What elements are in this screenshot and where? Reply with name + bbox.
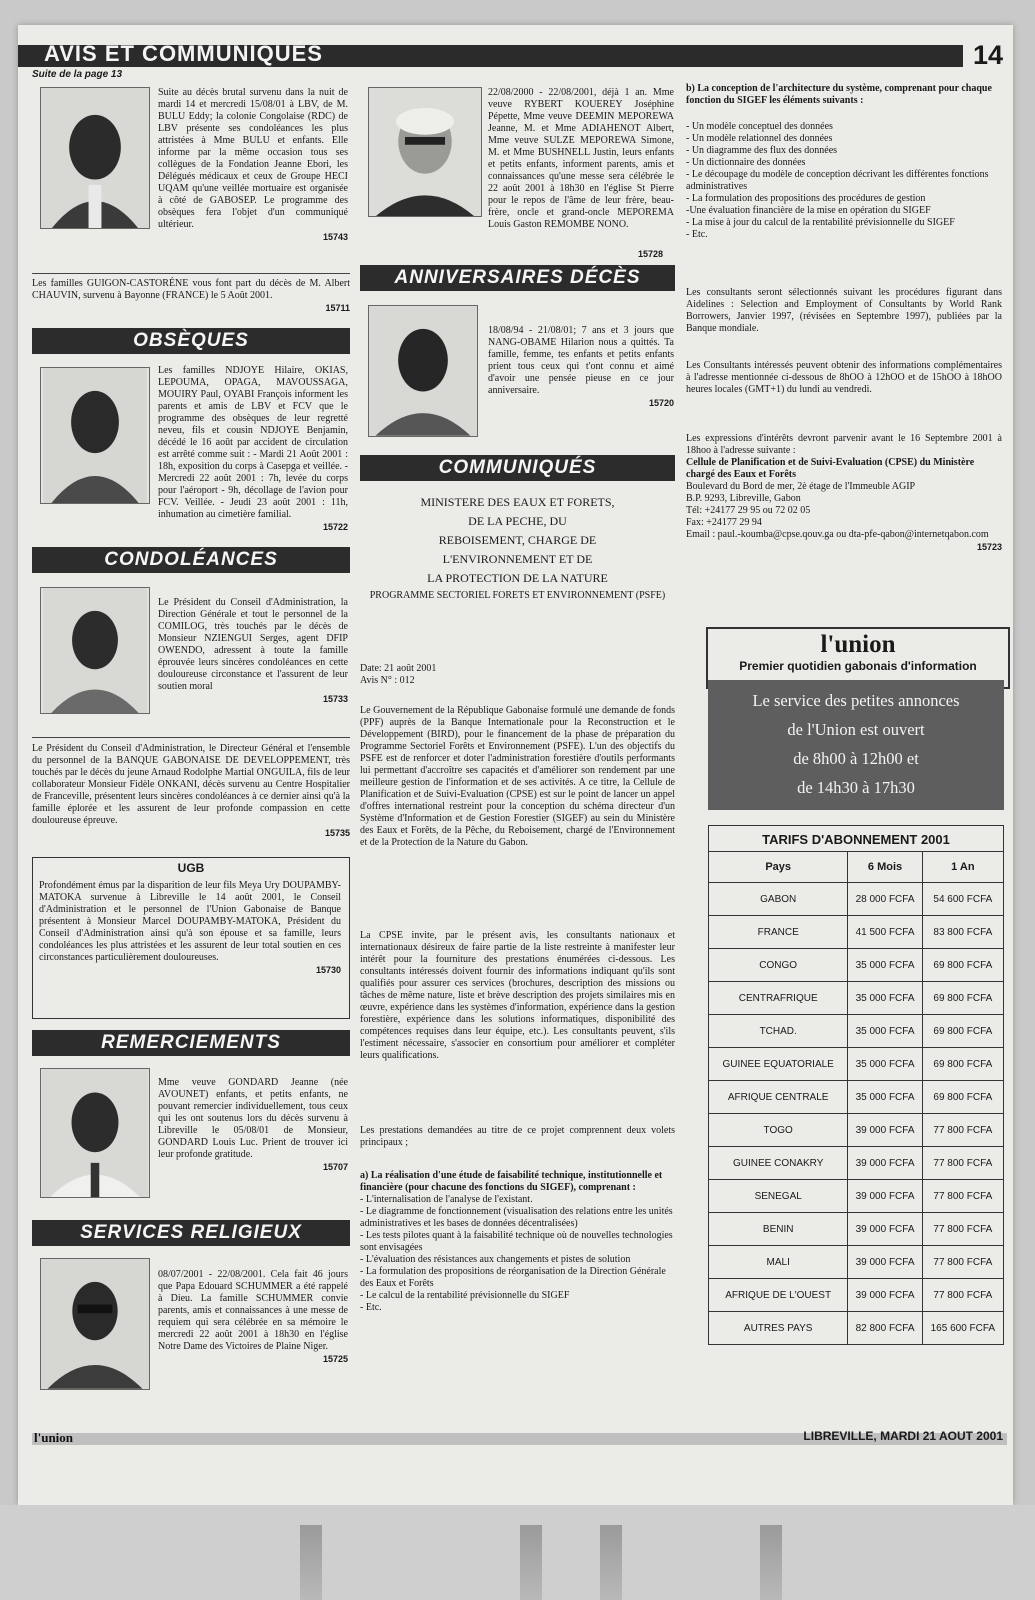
- price-cell: 39 000 FCFA: [848, 1147, 922, 1180]
- table-row: [709, 1147, 1004, 1180]
- volet-b-item: - Un modèle relationnel des données: [686, 133, 833, 144]
- country-cell: BENIN: [709, 1213, 848, 1246]
- volet-b: [686, 83, 1002, 241]
- ref-number: 15711: [325, 303, 350, 313]
- price-cell: 165 600 FCFA: [922, 1312, 1003, 1345]
- price-cell: 35 000 FCFA: [848, 949, 922, 982]
- price-cell: 41 500 FCFA: [848, 916, 922, 949]
- volet-b-item: - La mise à jour du calcul de la rentabilité prévisionnelle du SIGEF: [686, 217, 955, 228]
- table-row: [709, 1312, 1004, 1345]
- section-header-bar: [18, 40, 1013, 70]
- info-paragraph: [686, 360, 1002, 396]
- volet-a-item: - Le calcul de la rentabilité prévisionnelle du SIGEF: [360, 1290, 570, 1301]
- bgd-notice: [32, 743, 350, 839]
- address-line: Fax: +24177 29 94: [686, 517, 762, 528]
- portrait-photo-nang-obame: [368, 305, 478, 437]
- ugb-notice-box: [32, 857, 350, 1019]
- services-religieux-heading-text: SERVICES RELIGIEUX: [80, 1222, 302, 1243]
- avis-meta: [360, 663, 675, 687]
- communiques-heading: [360, 455, 675, 481]
- volet-a-item: - La formulation des propositions de réorganisation de la Direction Générale des Eaux et Forêts: [360, 1266, 666, 1289]
- ministry-line: L'ENVIRONNEMENT ET DE: [442, 552, 593, 566]
- price-cell: 39 000 FCFA: [848, 1279, 922, 1312]
- price-cell: 35 000 FCFA: [848, 1015, 922, 1048]
- table-row: [709, 1114, 1004, 1147]
- price-cell: 69 800 FCFA: [922, 949, 1003, 982]
- country-cell: AUTRES PAYS: [709, 1312, 848, 1345]
- price-cell: 69 800 FCFA: [922, 1081, 1003, 1114]
- country-cell: MALI: [709, 1246, 848, 1279]
- price-cell: 69 800 FCFA: [922, 1048, 1003, 1081]
- volet-a-title: a) La réalisation d'une étude de faisabilité technique, institutionnelle et financière (pour chacune des fonctions du SIGEF), comprenant :: [360, 1170, 663, 1193]
- divider: [32, 273, 350, 274]
- bulu-text: Suite au décès brutal survenu dans la nuit de mardi 14 et mercredi 15/08/01 à LBV, de M. BULU Eddy; la colonie Congolaise (RDC) de LBV présente ses condoléances les plus attristées à Mme BULU et enfants. Elle informe par la même occasion tous ses collègues de la Fondation Jeanne Ebori, les Délégués médicaux et ceux de Groupe HECI UQAM qu'une veillée mortuaire est organisée à côté de GABOSEP. Le programme des obsèques fera l'objet d'un communiqué ultérieur.: [158, 87, 348, 230]
- scan-artifact: [600, 1525, 622, 1600]
- country-cell: GUINEE CONAKRY: [709, 1147, 848, 1180]
- ugb-body: [39, 880, 341, 976]
- page-number: 14: [963, 39, 1013, 71]
- portrait-photo-bulu: [40, 87, 150, 229]
- bgd-text: Le Président du Conseil d'Administration, le Directeur Général et l'ensemble du personnel de la BANQUE GABONAISE DE DEVELOPPEMENT, très touchés par le décès du jeune Arnaud Rodolphe Martial ONGUILA, fils de leur collaborateur Monsieur Fidèle ONKANI, décès survenu au Centre Hospitalier de Franceville, présentent leurs sincères condoléances à ce dernier ainsi qu'à la famille éplorée et les assurent de leur profonde compassion en cette douloureuse épreuve.: [32, 743, 350, 826]
- country-cell: TOGO: [709, 1114, 848, 1147]
- volet-a-item: - Les tests pilotes quant à la faisabilité technique où de nouvelles technologies sont envisagées: [360, 1230, 673, 1253]
- ugb-text: Profondément émus par la disparition de leur fils Meya Ury DOUPAMBY-MATOKA survenue à Libreville le 14 août 2001, le Conseil d'Administration et le personnel de l'Union Gabonaise de Banque présentent à Monsieur Marcel DOUPAMBY-MATOKA, Président du Conseil d'Administration ainsi qu'à son épouse et sa famille, leurs condoléances les plus attristées et les assurent de leur total soutien en ces circonstances particulièrement douloureuses.: [39, 880, 341, 963]
- bulu-notice: [158, 87, 348, 243]
- volet-b-title: b) La conception de l'architecture du système, comprenant pour chaque fonction du SIGEF les éléments suivants :: [686, 83, 992, 106]
- table-row: [709, 1213, 1004, 1246]
- volet-b-item: - La formulation des propositions des procédures de gestion: [686, 193, 926, 204]
- union-logo: l'union: [820, 631, 896, 658]
- avis-text: La CPSE invite, par le présent avis, les consultants nationaux et internationaux désireux de faire partie de la liste restreinte à manifester leur intérêt pour la fourniture des prestations énumérées ci-dessous. Les consultants intéressés doivent fournir des informations indiquant qu'ils sont qualifiés pour assurer ces services (brochures, description des missions ou tâches de même nature, liste et brève description des projets similaires mis en œuvre, expérience dans les systèmes d'information, expérience dans la gestion forestière, expérience dans les solutions informatiques, disponibilité des compétences requises dans leur équipe, etc.). Les consultants peuvent, s'ils l'estiment nécessaire, s'associer en consortium pour améliorer et compléter leurs qualifications.: [360, 930, 675, 1061]
- volet-a-item: - L'évaluation des résistances aux changements et pistes de solution: [360, 1254, 631, 1265]
- table-header-row: [709, 852, 1004, 883]
- avis-date: Date: 21 août 2001: [360, 663, 437, 674]
- comilog-notice: [158, 597, 348, 705]
- service-line: de 14h30 à 17h30: [797, 778, 915, 797]
- ministry-line: DE LA PECHE, DU: [468, 514, 567, 528]
- tarifs-body: [709, 883, 1004, 1345]
- scan-artifact: [300, 1525, 322, 1600]
- price-cell: 35 000 FCFA: [848, 1048, 922, 1081]
- country-cell: GUINEE EQUATORIALE: [709, 1048, 848, 1081]
- ministry-title: [360, 493, 675, 602]
- price-cell: 77 800 FCFA: [922, 1213, 1003, 1246]
- price-cell: 35 000 FCFA: [848, 982, 922, 1015]
- price-cell: 77 800 FCFA: [922, 1246, 1003, 1279]
- communiques-heading-text: COMMUNIQUÉS: [438, 457, 597, 478]
- scan-background: [0, 1505, 1035, 1600]
- price-cell: 28 000 FCFA: [848, 883, 922, 916]
- tarifs-title: TARIFS D'ABONNEMENT 2001: [708, 825, 1004, 851]
- table-row: [709, 949, 1004, 982]
- newspaper-page: [18, 25, 1013, 1505]
- volet-b-item: - Un diagramme des flux des données: [686, 145, 838, 156]
- table-row: [709, 883, 1004, 916]
- tarifs-table: [708, 825, 1004, 1345]
- portrait-photo-schummer: [40, 1258, 150, 1390]
- address-line: Email : paul.-koumba@cpse.qouv.ga ou dta-pfe-qabon@internetqabon.com: [686, 529, 989, 540]
- ministry-line: REBOISEMENT, CHARGE DE: [438, 533, 597, 547]
- volet-a-item: - L'internalisation de l'analyse de l'existant.: [360, 1194, 533, 1205]
- ref-number: 15722: [322, 522, 348, 532]
- condoleances-heading: [32, 547, 350, 573]
- nang-text: 18/08/94 - 21/08/01; 7 ans et 3 jours que NANG-OBAME Hilarion nous a quittés. Ta famille, femme, tes enfants et petits enfants prient tous ceux qui t'ont connu et aimé d'avoir une pensée pieuse en ce jour anniversaire.: [488, 325, 674, 396]
- avis-number: Avis N° : 012: [360, 675, 415, 686]
- remerciements-heading-text: REMERCIEMENTS: [101, 1032, 281, 1053]
- price-cell: 39 000 FCFA: [848, 1114, 922, 1147]
- price-cell: 39 000 FCFA: [848, 1246, 922, 1279]
- chauvin-text: Les familles GUIGON-CASTORÉNE vous font part du décès de M. Albert CHAUVIN, survenu à Bayonne (FRANCE) le 5 Août 2001.: [32, 278, 350, 301]
- avis-text: Le Gouvernement de la République Gabonaise formulé une demande de fonds (PPF) auprès de la Banque Internationale pour la Reconstruction et le Développement (BIRD), pour le financement de la phase de préparation du Programme Sectoriel Forêts et Environnement (PSFE). L'un des objectifs du PSFE est de renforcer et doter l'administration forestière d'outils performants lui permettant d'accroître ses capacités et d'améliorer son rendement par une meilleure gestion de l'information et de ses activités. A ce titre, la Cellule de Planification et de Suivi-Evaluation (CPSE) est sur le point de lancer un appel d'offres international restreint pour la conception du schéma directeur d'un Système d'Information et de Gestion Forestier (SIGEF) au sein du Ministère des Eaux et Forêts, de la Pêche, du Reboisement, chargé de l'Environnement et de la Protection de la Nature du Gabon.: [360, 705, 675, 848]
- schummer-notice: [158, 1269, 348, 1365]
- price-cell: 82 800 FCFA: [848, 1312, 922, 1345]
- avis-paragraph-1: [360, 705, 675, 849]
- price-cell: 77 800 FCFA: [922, 1180, 1003, 1213]
- union-tagline: Premier quotidien gabonais d'information: [739, 659, 977, 673]
- selection-paragraph: [686, 287, 1002, 335]
- table-row: [709, 1015, 1004, 1048]
- obseques-heading-text: OBSÈQUES: [133, 330, 249, 351]
- footer-dateline: LIBREVILLE, MARDI 21 AOUT 2001: [803, 1429, 1003, 1443]
- table-row: [709, 1180, 1004, 1213]
- country-cell: CENTRAFRIQUE: [709, 982, 848, 1015]
- condoleances-heading-text: CONDOLÉANCES: [104, 549, 278, 570]
- country-cell: GABON: [709, 883, 848, 916]
- price-cell: 69 800 FCFA: [922, 982, 1003, 1015]
- ref-number: 15743: [322, 232, 348, 242]
- address-line: Cellule de Planification et de Suivi-Evaluation (CPSE) du Ministère chargé des Eaux et Forêts: [686, 457, 975, 480]
- petites-annonces-box: [708, 680, 1004, 810]
- column-header: 1 An: [922, 852, 1003, 883]
- column-header: Pays: [709, 852, 848, 883]
- volet-b-item: - Un dictionnaire des données: [686, 157, 806, 168]
- service-line: Le service des petites annonces: [752, 691, 960, 710]
- table-row: [709, 1246, 1004, 1279]
- price-cell: 77 800 FCFA: [922, 1114, 1003, 1147]
- services-religieux-heading: [32, 1220, 350, 1246]
- portrait-photo-gondard: [40, 1068, 150, 1198]
- chauvin-notice: [32, 278, 350, 314]
- service-line: de 8h00 à 12h00 et: [793, 749, 919, 768]
- avis-paragraph-2: [360, 930, 675, 1062]
- country-cell: FRANCE: [709, 916, 848, 949]
- schummer-text: 08/07/2001 - 22/08/2001. Cela fait 46 jours que Papa Edouard SCHUMMER a été rappelé à Dieu. La famille SCHUMMER convie parents, amis et connaissances à une messe de requiem qui sera célébrée en sa mémoire le mercredi 22 août 2001 à 18h30 en l'église Notre Dame des Victoires de Plaine Niger.: [158, 1269, 348, 1352]
- table-row: [709, 1048, 1004, 1081]
- country-cell: SENEGAL: [709, 1180, 848, 1213]
- country-cell: CONGO: [709, 949, 848, 982]
- price-cell: 35 000 FCFA: [848, 1081, 922, 1114]
- volet-b-item: - Etc.: [686, 229, 708, 240]
- ref-number: 15707: [322, 1162, 348, 1172]
- address-line: Boulevard du Bord de mer, 2è étage de l'Immeuble AGIP: [686, 481, 916, 492]
- price-cell: 77 800 FCFA: [922, 1147, 1003, 1180]
- ref-number: 15730: [315, 965, 341, 975]
- info-text: Les Consultants intéressés peuvent obtenir des informations complémentaires à l'adresse mentionnée ci-dessous de 8hOO à 12hOO et de 15hOO à 18hOO heures locales (GMT+1) du lundi au vendredi.: [686, 360, 1002, 395]
- program-name: PROGRAMME SECTORIEL FORETS ET ENVIRONNEMENT (PSFE): [369, 590, 666, 601]
- ref-number: 15723: [976, 542, 1002, 552]
- avis-paragraph-3: [360, 1125, 675, 1149]
- nang-notice: [488, 325, 674, 409]
- footer-logo: l'union: [34, 1430, 74, 1445]
- gondard-text: Mme veuve GONDARD Jeanne (née AVOUNET) enfants, et petits enfants, ne pouvant remercier individuellement, tous ceux qui les ont soutenus lors du décès survenu à Libreville le 05/08/01 de Monsieur, GONDARD Louis Luc. Prient de trouver ici leur profonde gratitude.: [158, 1077, 348, 1160]
- obseques-text: Les familles NDJOYE Hilaire, OKIAS, LEPOUMA, OPAGA, MAVOUSSAGA, MOUIRY Paul, OYABI François informent les parents et amis de LBV et FCV que le programme des obsèques de leur regretté neveu, fils et cousin NDJOYE Benjamin, décédé le 16 août par accident de circulation est arrêté comme suit : - Mardi 21 Août 2001 : 18h, exposition du corps à Casepga et veillée. - Mercredi 22 août 2001 : 7h, levée du corps pour l'aéroport - 9h, décollage de l'avion pour FCV. Veillée. - Jeudi 23 août 2001 : 11h, inhumation au cimetière familial.: [158, 365, 348, 520]
- table-row: [709, 982, 1004, 1015]
- portrait-photo-ndjoye: [40, 367, 150, 504]
- price-cell: 69 800 FCFA: [922, 1015, 1003, 1048]
- table-row: [709, 916, 1004, 949]
- remerciements-heading: [32, 1030, 350, 1056]
- country-cell: AFRIQUE CENTRALE: [709, 1081, 848, 1114]
- deadline-paragraph: [686, 433, 1002, 553]
- ref-number: 15733: [322, 694, 348, 704]
- meporema-notice: [488, 87, 674, 231]
- portrait-photo-nziengui: [40, 587, 150, 714]
- divider: [32, 737, 350, 738]
- address-line: B.P. 9293, Libreville, Gabon: [686, 493, 801, 504]
- avis-text: Les prestations demandées au titre de ce projet comprennent deux volets principaux ;: [360, 1125, 675, 1148]
- obseques-heading: [32, 328, 350, 354]
- price-cell: 83 800 FCFA: [922, 916, 1003, 949]
- deadline-text: Les expressions d'intérêts devront parvenir avant le 16 Septembre 2001 à 18hoo à l'adresse suivante :: [686, 433, 1002, 456]
- country-cell: TCHAD.: [709, 1015, 848, 1048]
- ref-number: 15720: [648, 398, 674, 408]
- volet-b-item: -Une évaluation financière de la mise en opération du SIGEF: [686, 205, 931, 216]
- table-row: [709, 1081, 1004, 1114]
- meporema-text: 22/08/2000 - 22/08/2001, déjà 1 an. Mme veuve RYBERT KOUEREY Joséphine Pépette, Mme veuve DEEMIN MEPOREWA Jeanne, M. et Mme ADIAHENOT Albert, Mme veuve SULZE MEPOREWA Simone, M. et Mme BUSHNELL Justin, leurs enfants et petits enfants, informent parents, amis et connaissances qu'une messe sera célébrée le 22 août 2001 à 18h30 en l'église St Pierre pour le repos de l'âme de leur frère, beau-frère, oncle et grand-oncle MEPOREMA Louis Gaston REMOMBE NONO.: [488, 87, 674, 230]
- column-header: 6 Mois: [848, 852, 922, 883]
- ref-number: 15735: [324, 828, 350, 838]
- scan-artifact: [520, 1525, 542, 1600]
- price-cell: 39 000 FCFA: [848, 1213, 922, 1246]
- ref-number: 15725: [322, 1354, 348, 1364]
- price-cell: 39 000 FCFA: [848, 1180, 922, 1213]
- ref-number: 15728: [638, 249, 664, 259]
- scan-artifact: [760, 1525, 782, 1600]
- gondard-notice: [158, 1077, 348, 1173]
- volet-b-item: - Le découpage du modèle de conception décrivant les différentes fonctions administratives: [686, 169, 989, 192]
- portrait-photo-meporema: [368, 87, 482, 217]
- price-cell: 77 800 FCFA: [922, 1279, 1003, 1312]
- volet-b-item: - Un modèle conceptuel des données: [686, 121, 833, 132]
- ministry-line: MINISTERE DES EAUX ET FORETS,: [420, 495, 615, 509]
- volet-a: [360, 1170, 675, 1314]
- continued-note: Suite de la page 13: [32, 69, 123, 80]
- table-row: [709, 1279, 1004, 1312]
- service-line: de l'Union est ouvert: [787, 720, 925, 739]
- anniversaires-heading: [360, 265, 675, 291]
- obseques-notice: [158, 365, 348, 533]
- country-cell: AFRIQUE DE L'OUEST: [709, 1279, 848, 1312]
- ugb-title: UGB: [177, 861, 205, 875]
- section-title: AVIS ET COMMUNIQUÉS: [44, 41, 323, 66]
- anniversaires-heading-text: ANNIVERSAIRES DÉCÈS: [394, 267, 641, 288]
- selection-text: Les consultants seront sélectionnés suivant les procédures figurant dans Aidelines : Selection and Employment of Consultants by World Rank Borrowers, Janvier 1997, (révisées en Septembre 1997), publiées par la Banque mondiale.: [686, 287, 1002, 334]
- comilog-text: Le Président du Conseil d'Administration, la Direction Générale et tout le personnel de la COMILOG, très touchés par le décès de Monsieur NZIENGUI Serges, agent DFIP OWENDO, adressent à toute la famille éprouvée leurs sincères condoléances en cette douloureuse circonstance et l'assurent de leur soutien moral: [158, 597, 348, 692]
- volet-a-item: - Etc.: [360, 1302, 382, 1313]
- price-cell: 54 600 FCFA: [922, 883, 1003, 916]
- address-line: Tél: +24177 29 95 ou 72 02 05: [686, 505, 811, 516]
- volet-a-item: - Le diagramme de fonctionnement (visualisation des relations entre les unités administratives et les bases de données décentralisées): [360, 1206, 673, 1229]
- ministry-line: LA PROTECTION DE LA NATURE: [427, 571, 608, 585]
